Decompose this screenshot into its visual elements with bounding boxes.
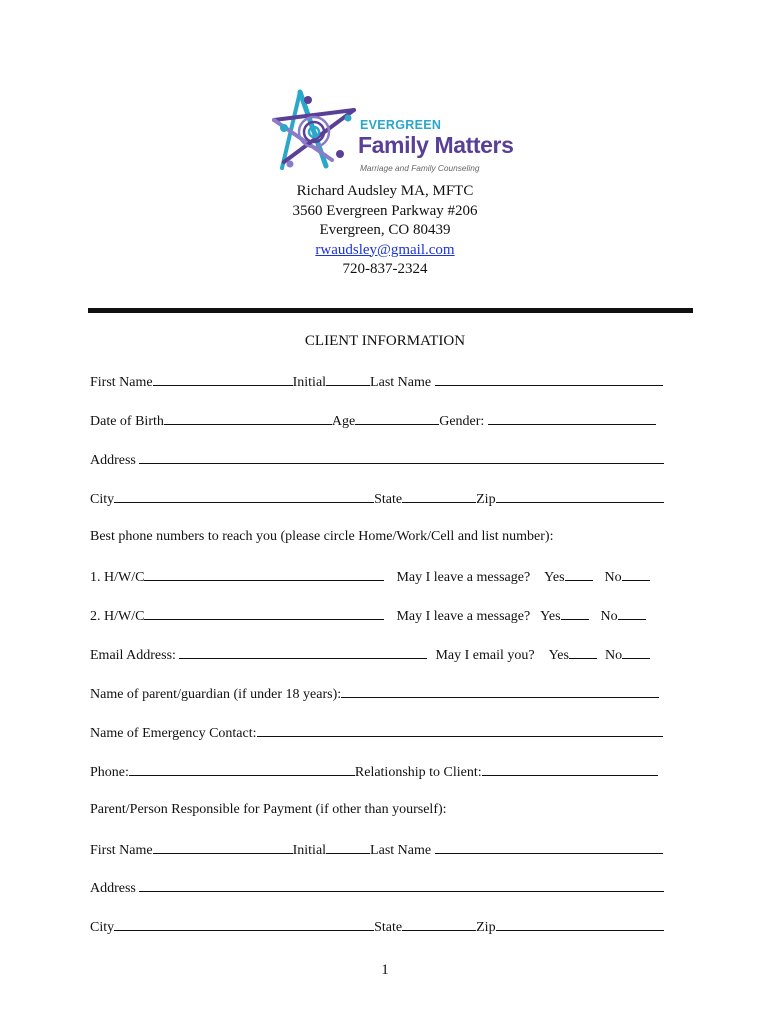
parent-field[interactable] <box>341 684 659 698</box>
page-number: 1 <box>381 962 389 978</box>
payer-zip-field[interactable] <box>496 917 664 931</box>
phone-instructions: Best phone numbers to reach you (please circle Home/Work/Cell and list number): <box>90 529 554 544</box>
client-name-row <box>90 372 663 390</box>
payer-first-name-label: First Name <box>90 843 153 858</box>
payer-initial-field[interactable] <box>326 840 370 854</box>
emergency-label: Name of Emergency Contact: <box>90 726 257 741</box>
logo-tagline: Marriage and Family Counseling <box>360 163 480 173</box>
address-row <box>90 450 664 468</box>
gender-field[interactable] <box>488 411 656 425</box>
emergency-phone-label: Phone: <box>90 765 129 780</box>
phone-2-row <box>90 606 646 624</box>
yes-2-field[interactable] <box>561 606 589 620</box>
dob-row <box>90 411 656 429</box>
yes-1-label: Yes <box>544 570 565 585</box>
no-email-field[interactable] <box>622 645 650 659</box>
payment-heading: Parent/Person Responsible for Payment (if other than yourself): <box>90 802 447 817</box>
phone-1-row <box>90 567 650 585</box>
no-1-field[interactable] <box>622 567 650 581</box>
address-line-2: Evergreen, CO 80439 <box>319 222 451 238</box>
payer-city-field[interactable] <box>114 917 374 931</box>
relationship-label: Relationship to Client: <box>354 765 482 780</box>
payer-initial-label: Initial <box>292 843 327 858</box>
no-2-field[interactable] <box>618 606 646 620</box>
address-label: Address <box>90 453 136 468</box>
city-row <box>90 489 664 507</box>
leave-message-2-label: May I leave a message? <box>396 609 531 624</box>
gender-label: Gender: <box>439 414 485 429</box>
age-label: Age <box>331 414 356 429</box>
last-name-field[interactable] <box>435 372 663 386</box>
payer-state-label: State <box>374 920 403 935</box>
payer-last-name-field[interactable] <box>435 840 663 854</box>
dob-field[interactable] <box>164 411 332 425</box>
payer-first-name-field[interactable] <box>153 840 293 854</box>
payer-city-label: City <box>90 920 115 935</box>
last-name-label: Last Name <box>370 375 432 390</box>
address-line-1: 3560 Evergreen Parkway #206 <box>292 202 478 219</box>
yes-email-field[interactable] <box>569 645 597 659</box>
parent-label: Name of parent/guardian (if under 18 years): <box>90 687 342 702</box>
logo-evergreen-text: EVERGREEN <box>360 118 442 132</box>
phone-number: 720-837-2324 <box>342 261 428 277</box>
phone-2-field[interactable] <box>144 606 384 620</box>
address-field[interactable] <box>139 450 664 464</box>
age-field[interactable] <box>355 411 439 425</box>
phone-1-field[interactable] <box>144 567 384 581</box>
dob-label: Date of Birth <box>90 414 164 429</box>
payer-city-row <box>90 917 664 935</box>
yes-email-label: Yes <box>548 648 569 663</box>
phone-1-label: 1. H/W/C <box>90 570 145 585</box>
yes-2-label: Yes <box>540 609 561 624</box>
practice-logo <box>270 88 520 180</box>
first-name-label: First Name <box>90 375 153 390</box>
email-address-field[interactable] <box>179 645 427 659</box>
parent-row <box>90 684 659 702</box>
city-field[interactable] <box>114 489 374 503</box>
star-family-icon <box>270 88 360 180</box>
no-email-label: No <box>604 648 623 663</box>
state-label: State <box>374 492 403 507</box>
emergency-row <box>90 723 663 741</box>
emergency-phone-field[interactable] <box>129 762 355 776</box>
payer-last-name-label: Last Name <box>370 843 432 858</box>
no-2-label: No <box>600 609 618 624</box>
first-name-field[interactable] <box>153 372 293 386</box>
city-label: City <box>90 492 115 507</box>
zip-field[interactable] <box>496 489 664 503</box>
state-field[interactable] <box>402 489 476 503</box>
header-divider <box>88 308 693 313</box>
payer-name-row <box>90 840 663 858</box>
relationship-field[interactable] <box>482 762 658 776</box>
leave-message-1-label: May I leave a message? <box>396 570 531 585</box>
payer-address-field[interactable] <box>139 878 664 892</box>
email-link[interactable]: rwaudsley@gmail.com <box>315 241 455 258</box>
zip-label: Zip <box>476 492 496 507</box>
payer-zip-label: Zip <box>476 920 496 935</box>
contact-header <box>0 182 770 280</box>
practitioner-name: Richard Audsley MA, MFTC <box>296 183 474 199</box>
logo-family-matters-text: Family Matters <box>358 132 514 158</box>
form-title: CLIENT INFORMATION <box>304 333 466 349</box>
no-1-label: No <box>604 570 622 585</box>
emergency-phone-row <box>90 762 658 780</box>
payer-address-label: Address <box>90 881 136 896</box>
may-email-label: May I email you? <box>435 648 535 663</box>
phone-2-label: 2. H/W/C <box>90 609 145 624</box>
initial-field[interactable] <box>326 372 370 386</box>
payer-state-field[interactable] <box>402 917 476 931</box>
emergency-field[interactable] <box>257 723 663 737</box>
yes-1-field[interactable] <box>565 567 593 581</box>
payer-address-row <box>90 878 664 896</box>
email-row <box>90 645 650 663</box>
email-address-label: Email Address: <box>90 648 176 663</box>
initial-label: Initial <box>292 375 327 390</box>
